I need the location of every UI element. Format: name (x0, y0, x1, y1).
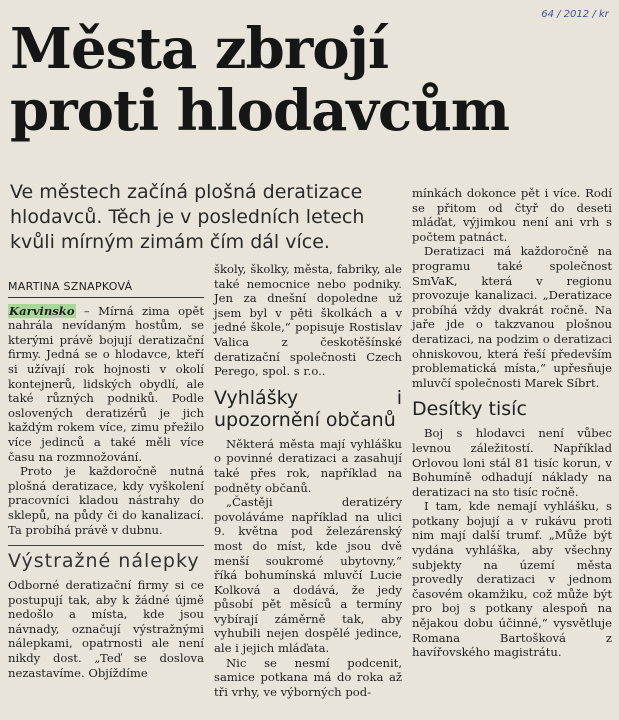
subheading: Výstražné nálepky (8, 545, 204, 572)
headline-line-1: Města zbrojí (10, 16, 389, 82)
paragraph: I tam, kde nemají vyhlášku, s potkany bojují a v rukávu proti nim mají další trumf. „Může být vydána vyhláška, aby všechny subjekty na území města provedly deratizaci v jednom časovém okamžiku, což může být pro boj s potkany alespoň na nějakou dobu účinné,“ vysvětluje Romana Bartošková z havířovského magistrátu. (412, 499, 612, 660)
paragraph: „Častěji deratizéry povoláváme například na ulici 9. května pod železárenský most do míst, kde jsou dvě menší soukromé ubytovny,“ říká bohumínská mluvčí Lucie Kolková a dodává, že jedy působí pět měsíců a termíny vybírají záměrně tak, aby vyhubili nejen dospělé jedince, ale i jejich mláďata. (214, 495, 402, 656)
paragraph: Boj s hlodavci není vůbec levnou záležitostí. Například Orlovou loni stál 81 tisíc korun, v Bohumíně odhadují náklady na deratizaci na sto tisíc ročně. (412, 426, 612, 499)
headline-line-2: proti hlodavcům (10, 78, 510, 144)
article-column-2 (214, 262, 402, 699)
article-column-1 (8, 280, 204, 680)
paragraph: mínkách dokonce pět i více. Rodí se přitom od čtyř do deseti mláďat, výjimkou není ani vrh s počtem patnáct. (412, 186, 612, 244)
headline (10, 18, 570, 142)
article-column-3 (412, 186, 612, 660)
paragraph: Deratizaci má každoročně na programu také společnost SmVaK, která v regionu provozuje kanalizaci. „Deratizace probíhá vždy dvakrát ročně. Na jaře jde o takzvanou plošnou deratizaci, na podzim o deratizaci ohniskovou, která řeší především problematická místa,“ upřesňuje mluvčí společnosti Marek Síbrt. (412, 244, 612, 390)
paragraph: školy, školky, města, fabriky, ale také nemocnice nebo podniky. Jen za dnešní dopoledne už jsem byl v pěti školkách a v jedné škole,“ popisuje Rostislav Valica z českotěšínské deratizační společnosti Czech Perego, spol. s r.o.. (214, 262, 402, 379)
paragraph: Některá města mají vyhlášku o povinné deratizaci a zasahují také přes rok, například na podněty občanů. (214, 436, 402, 495)
subheading: Desítky tisíc (412, 398, 527, 421)
paragraph: Nic se nesmí podcenit, samice potkana má do roka až tři vrhy, ve výborných pod- (214, 655, 402, 699)
paragraph-text: – Mírná zima opět nahrála nevídaným hostům, se kterými právě bojují deratizační firmy. Jedná se o hlodavce, kteří si užívají rok hojnosti v okolí kontejnerů, lidských obydlí, ale také různých podniků. Podle oslovených deratizérů je jich každým rokem více, zimu přežilo více jedinců a také měli více času na rozmnožování. (8, 303, 204, 464)
dateline-place: Karvinsko (9, 303, 75, 318)
byline: MARTINA SZNAPKOVÁ (8, 280, 204, 298)
paragraph: Proto je každoročně nutná plošná deratizace, kdy vyškolení pracovníci kladou nástrahy do sklepů, na půdy či do kanalizací. Ta probíhá právě v dubnu. (8, 464, 204, 537)
paragraph: Odborné deratizační firmy si ce postupují tak, aby k žádné újmě nedošlo a místa, kde jsou návnady, označují výstražnými nálepkami, opatrnosti ale není nikdy dost. „Teď se doslova nezastavíme. Objíždíme (8, 578, 204, 680)
subheading: Vyhlášky i upozornění občanů (214, 386, 402, 431)
lead-paragraph: Ve městech začíná plošná deratizace hlodavců. Těch je v posledních letech kvůli mírným zimám čím dál více. (10, 181, 365, 253)
handwritten-note: 64 / 2012 / kr (541, 9, 609, 20)
paragraph (8, 304, 204, 465)
